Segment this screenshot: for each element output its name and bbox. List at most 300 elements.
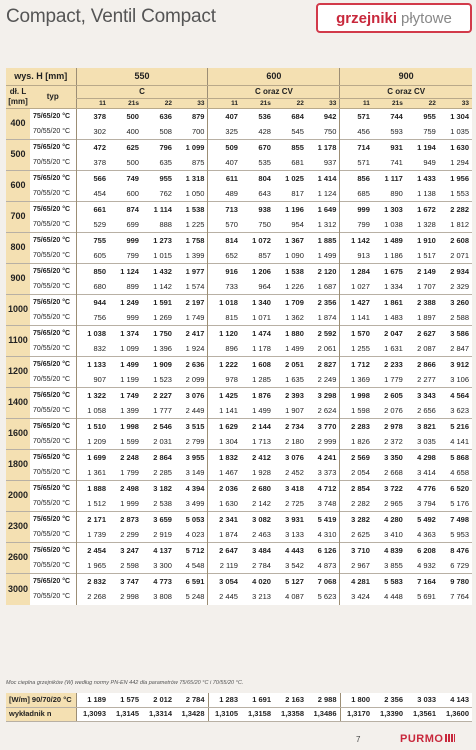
output-value: 1 361 (76, 465, 109, 481)
output-value: 2 854 (340, 481, 373, 497)
length-cell: 1000 (6, 295, 30, 326)
subtype-header: 22 (142, 98, 175, 109)
output-value: 3 054 (208, 574, 241, 590)
output-value: 1 294 (450, 157, 469, 167)
subtype-header: 33 (307, 98, 340, 109)
output-value: 4 773 (142, 574, 175, 590)
output-value: 3 076 (274, 450, 307, 466)
output-value: 1 414 (307, 171, 340, 187)
output-value: 1 965 (76, 558, 109, 574)
output-value: 1 489 (373, 233, 406, 249)
output-value: 6 520 (439, 481, 472, 497)
output-value: 3 343 (406, 388, 439, 404)
coefficient-value: 1,3358 (274, 707, 307, 721)
output-value: 2 998 (120, 592, 139, 601)
output-value: 1 367 (274, 233, 307, 249)
output-value: 428 (258, 126, 271, 136)
output-value: 1 517 (417, 250, 436, 260)
output-value: 4 839 (373, 543, 406, 559)
output-value: 3 106 (450, 374, 469, 384)
output-value: 2 624 (317, 405, 337, 415)
output-value: 1 209 (76, 434, 109, 450)
temperature-cell: 70/55/20 °C (33, 344, 71, 352)
output-value: 1 225 (185, 219, 205, 229)
length-cell: 1400 (6, 388, 30, 419)
table-row (6, 295, 472, 311)
output-value: 3 542 (285, 560, 304, 570)
subtype-header: 21s (241, 98, 274, 109)
coefficient-value: 3 033 (406, 693, 439, 707)
output-value: 3 515 (175, 419, 208, 435)
output-value: 3 076 (175, 388, 208, 404)
output-value: 5 868 (439, 450, 472, 466)
length-cell: 900 (6, 264, 30, 295)
coefficients-body (6, 693, 472, 721)
table-row (6, 171, 472, 187)
output-value: 1 699 (76, 450, 109, 466)
output-value: 7 498 (439, 512, 472, 528)
output-value: 5 248 (185, 592, 205, 601)
output-value: 2 847 (450, 343, 469, 353)
subtype-header: 22 (274, 98, 307, 109)
temperature-cell: 75/65/20 °C (30, 388, 76, 404)
header-height-600: 600 (208, 68, 340, 85)
output-value: 1 591 (142, 295, 175, 311)
output-value: 2 463 (252, 529, 271, 539)
output-value: 1 018 (208, 295, 241, 311)
output-value: 1 334 (384, 281, 403, 291)
output-value: 685 (340, 186, 373, 202)
table-row (6, 155, 472, 171)
temperature-cell: 75/65/20 °C (30, 109, 76, 125)
output-value: 4 394 (175, 481, 208, 497)
temperature-cell: 70/55/20 °C (33, 220, 71, 228)
temperature-cell: 70/55/20 °C (33, 437, 71, 445)
output-value: 635 (159, 157, 172, 167)
output-value: 741 (390, 157, 403, 167)
output-value: 2 171 (76, 512, 109, 528)
output-value: 1 304 (208, 434, 241, 450)
coefficient-value: 1 691 (241, 693, 274, 707)
temperature-cell: 70/55/20 °C (33, 313, 71, 321)
output-value: 3 373 (317, 467, 337, 477)
output-value: 2 588 (450, 312, 469, 322)
output-value: 804 (241, 171, 274, 187)
coefficients-table (6, 693, 472, 722)
output-value: 1 322 (76, 388, 109, 404)
output-value: 600 (126, 188, 139, 198)
header-length-label: dł. L [mm] (6, 85, 30, 109)
output-value: 3 499 (185, 498, 205, 508)
output-value: 799 (126, 250, 139, 260)
output-value: 1 832 (208, 450, 241, 466)
output-value: 714 (340, 140, 373, 156)
length-cell: 2000 (6, 481, 30, 512)
output-value: 3 748 (317, 498, 337, 508)
output-value: 3 722 (373, 481, 406, 497)
output-value: 1 396 (153, 343, 172, 353)
output-value: 661 (76, 202, 109, 218)
output-value: 2 356 (307, 295, 340, 311)
output-value: 2 047 (373, 326, 406, 342)
subtype-header: 33 (439, 98, 472, 109)
output-value: 2 538 (153, 498, 172, 508)
output-value: 856 (340, 171, 373, 187)
output-value: 2 197 (175, 295, 208, 311)
output-value: 1 598 (340, 403, 373, 419)
output-value: 1 141 (340, 310, 373, 326)
length-cell: 1100 (6, 326, 30, 357)
output-value: 1 304 (439, 109, 472, 125)
output-value: 2 051 (274, 357, 307, 373)
output-value: 1 328 (417, 219, 436, 229)
output-value: 1 303 (373, 202, 406, 218)
table-row (6, 357, 472, 373)
page-number: 7 (356, 735, 361, 744)
output-value: 545 (291, 126, 304, 136)
temperature-cell: 75/65/20 °C (30, 512, 76, 528)
output-value: 3 855 (384, 560, 403, 570)
output-value: 4 137 (142, 543, 175, 559)
output-value: 2 827 (307, 357, 340, 373)
temperature-cell: 75/65/20 °C (30, 140, 76, 156)
output-value: 3 808 (153, 592, 172, 601)
output-value: 1 777 (153, 405, 172, 415)
temperature-cell: 75/65/20 °C (30, 419, 76, 435)
header-type-group-2: C oraz CV (208, 85, 340, 98)
output-value: 2 144 (241, 419, 274, 435)
output-value: 699 (126, 219, 139, 229)
output-value: 3 955 (175, 450, 208, 466)
output-value: 1 910 (406, 233, 439, 249)
coefficient-value: 1,3314 (142, 707, 175, 721)
output-value: 1 499 (317, 250, 337, 260)
output-value: 1 138 (417, 188, 436, 198)
output-value: 1 015 (153, 250, 172, 260)
output-value: 325 (208, 124, 241, 140)
coefficient-value: 1,3390 (373, 707, 406, 721)
output-value: 2 119 (208, 558, 241, 574)
coefficient-row (6, 707, 472, 721)
coefficient-value: 1,3093 (76, 707, 109, 721)
output-value: 1 998 (340, 388, 373, 404)
output-value: 2 142 (252, 498, 271, 508)
output-value: 1 635 (285, 374, 304, 384)
temperature-cell: 75/65/20 °C (30, 543, 76, 559)
table-row (6, 264, 472, 280)
coefficient-value: 1,3145 (109, 707, 142, 721)
output-value: 1 538 (175, 202, 208, 218)
output-value: 999 (109, 233, 142, 249)
output-value: 907 (76, 372, 109, 388)
output-value: 3 931 (274, 512, 307, 528)
output-value: 4 548 (185, 560, 205, 570)
output-value: 611 (208, 171, 241, 187)
output-value: 566 (76, 171, 109, 187)
output-value: 1 885 (307, 233, 340, 249)
output-value: 5 691 (417, 592, 436, 601)
output-value: 1 025 (274, 171, 307, 187)
output-value: 6 126 (307, 543, 340, 559)
output-value: 857 (258, 250, 271, 260)
temperature-cell: 75/65/20 °C (30, 574, 76, 590)
output-value: 4 932 (417, 560, 436, 570)
temperature-cell: 75/65/20 °C (30, 233, 76, 249)
output-value: 1 038 (384, 219, 403, 229)
footnote: Moc cieplna grzejników (W) według normy PN-EN 442 dla parametrów 75/65/20 °C i 70/55/20 °C. (6, 680, 244, 686)
temperature-cell: 70/55/20 °C (33, 593, 71, 600)
output-value: 1 340 (241, 295, 274, 311)
output-value: 570 (208, 217, 241, 233)
output-value: 1 312 (317, 219, 337, 229)
output-value: 2 934 (439, 264, 472, 280)
length-cell: 700 (6, 202, 30, 233)
output-value: 500 (109, 109, 142, 125)
output-value: 2 454 (76, 543, 109, 559)
output-value: 1 124 (109, 264, 142, 280)
output-value: 1 750 (142, 326, 175, 342)
output-value: 896 (208, 341, 241, 357)
output-value: 796 (142, 140, 175, 156)
output-value: 4 087 (285, 592, 304, 601)
output-value: 944 (76, 295, 109, 311)
output-value: 1 909 (142, 357, 175, 373)
temperature-cell: 75/65/20 °C (30, 171, 76, 187)
output-value: 855 (274, 140, 307, 156)
output-value: 1 512 (76, 496, 109, 512)
output-value: 1 826 (340, 434, 373, 450)
table-row (6, 233, 472, 249)
output-value: 749 (109, 171, 142, 187)
output-value: 1 255 (340, 341, 373, 357)
output-value: 1 120 (208, 326, 241, 342)
length-cell: 1800 (6, 450, 30, 481)
output-value: 3 424 (340, 589, 373, 605)
output-value: 5 127 (274, 574, 307, 590)
output-value: 1 178 (252, 343, 271, 353)
table-row (6, 465, 472, 481)
output-value: 1 273 (142, 233, 175, 249)
output-value: 3 247 (109, 543, 142, 559)
output-value: 931 (373, 140, 406, 156)
output-value: 2 498 (109, 481, 142, 497)
output-value: 2 873 (109, 512, 142, 528)
subtype-header: 33 (175, 98, 208, 109)
output-value: 2 734 (274, 419, 307, 435)
output-value: 2 656 (417, 405, 436, 415)
output-value: 2 999 (317, 436, 337, 446)
output-value: 5 419 (307, 512, 340, 528)
output-value: 4 448 (384, 592, 403, 601)
length-cell: 400 (6, 109, 30, 140)
output-value: 1 739 (76, 527, 109, 543)
purmo-logo (400, 733, 455, 745)
output-value: 1 399 (185, 250, 205, 260)
subtype-header: 21s (109, 98, 142, 109)
output-value: 879 (175, 109, 208, 125)
output-value: 2 329 (450, 281, 469, 291)
output-value: 3 260 (439, 295, 472, 311)
output-value: 378 (76, 109, 109, 125)
output-value: 1 222 (208, 357, 241, 373)
coefficient-value: 1 575 (109, 693, 142, 707)
output-value: 1 799 (120, 467, 139, 477)
output-value: 2 967 (340, 558, 373, 574)
output-value: 2 864 (142, 450, 175, 466)
coefficient-value: 1,3600 (439, 707, 472, 721)
output-value: 6 208 (406, 543, 439, 559)
output-value: 3 133 (285, 529, 304, 539)
output-value: 1 956 (439, 171, 472, 187)
temperature-cell: 70/55/20 °C (33, 127, 71, 135)
output-value: 799 (340, 217, 373, 233)
output-value: 3 300 (153, 560, 172, 570)
output-value: 2 592 (307, 326, 340, 342)
output-value: 1 999 (120, 498, 139, 508)
output-value: 1 285 (252, 374, 271, 384)
output-value: 3 710 (340, 543, 373, 559)
output-value: 1 035 (450, 126, 469, 136)
output-value: 1 709 (274, 295, 307, 311)
temperature-cell: 70/55/20 °C (33, 158, 71, 166)
table-row (6, 109, 472, 125)
table-row (6, 512, 472, 528)
output-value: 4 443 (274, 543, 307, 559)
table-row (6, 217, 472, 233)
output-value: 1 099 (120, 343, 139, 353)
logo-bars-icon (445, 734, 455, 742)
table-row (6, 496, 472, 512)
output-value: 571 (340, 109, 373, 125)
output-value: 400 (126, 126, 139, 136)
output-value: 1 038 (76, 326, 109, 342)
output-value: 1 090 (285, 250, 304, 260)
length-cell: 500 (6, 140, 30, 171)
table-row (6, 140, 472, 156)
output-value: 1 206 (241, 264, 274, 280)
output-value: 1 649 (307, 202, 340, 218)
output-value: 508 (159, 126, 172, 136)
subtype-header: 11 (340, 98, 373, 109)
temperature-cell: 75/65/20 °C (30, 264, 76, 280)
coefficient-value: 1 800 (340, 693, 373, 707)
output-value: 3 623 (450, 405, 469, 415)
logo-text: PURMO (400, 733, 444, 745)
output-value: 888 (159, 219, 172, 229)
output-value: 1 284 (340, 264, 373, 280)
output-value: 2 546 (142, 419, 175, 435)
output-value: 2 061 (317, 343, 337, 353)
output-value: 2 388 (406, 295, 439, 311)
output-value: 999 (126, 312, 139, 322)
coefficient-label: [W/m] 90/70/20 °C (6, 693, 76, 707)
length-cell: 2600 (6, 543, 30, 574)
output-value: 890 (390, 188, 403, 198)
header-height-550: 550 (76, 68, 208, 85)
page-title: Compact, Ventil Compact (6, 6, 216, 27)
output-value: 1 523 (153, 374, 172, 384)
output-value: 955 (406, 109, 439, 125)
output-value: 4 241 (307, 450, 340, 466)
output-value: 1 924 (185, 343, 205, 353)
table-row (6, 372, 472, 388)
output-value: 954 (291, 219, 304, 229)
output-value: 938 (241, 202, 274, 218)
output-value: 1 117 (373, 171, 406, 187)
table-row (6, 341, 472, 357)
output-value: 3 794 (417, 498, 436, 508)
output-value: 817 (291, 188, 304, 198)
length-cell: 1600 (6, 419, 30, 450)
output-value: 4 020 (241, 574, 274, 590)
coefficient-value: 1,3561 (406, 707, 439, 721)
output-value: 652 (208, 248, 241, 264)
output-value: 1 124 (317, 188, 337, 198)
output-value: 733 (208, 279, 241, 295)
output-value: 4 873 (317, 560, 337, 570)
output-value: 407 (208, 109, 241, 125)
temperature-cell: 70/55/20 °C (33, 530, 71, 538)
output-value: 3 586 (439, 326, 472, 342)
temperature-cell: 70/55/20 °C (33, 375, 71, 383)
output-value: 472 (76, 140, 109, 156)
table-row (6, 186, 472, 202)
coefficient-value: 2 784 (175, 693, 208, 707)
temperature-cell: 70/55/20 °C (33, 468, 71, 476)
output-value: 1 570 (340, 326, 373, 342)
output-value: 913 (340, 248, 373, 264)
output-value: 1 758 (175, 233, 208, 249)
output-value: 1 374 (109, 326, 142, 342)
output-value: 454 (76, 186, 109, 202)
output-value: 899 (126, 281, 139, 291)
output-value: 955 (142, 171, 175, 187)
output-value: 1 672 (406, 202, 439, 218)
output-value: 3 659 (142, 512, 175, 528)
output-value: 6 591 (175, 574, 208, 590)
output-value: 3 182 (142, 481, 175, 497)
output-value: 750 (323, 126, 337, 136)
output-value: 3 082 (241, 512, 274, 528)
output-value: 2 919 (153, 529, 172, 539)
output-value: 378 (76, 155, 109, 171)
output-value: 1 499 (285, 343, 304, 353)
coefficient-value: 2 356 (373, 693, 406, 707)
output-value: 2 725 (285, 498, 304, 508)
table-row (6, 543, 472, 559)
table-row (6, 481, 472, 497)
output-value: 2 417 (175, 326, 208, 342)
temperature-cell: 75/65/20 °C (30, 326, 76, 342)
output-value: 1 072 (241, 233, 274, 249)
output-value: 2 393 (274, 388, 307, 404)
coefficient-value: 1,3158 (241, 707, 274, 721)
output-value: 2 087 (417, 343, 436, 353)
output-value: 1 874 (317, 312, 337, 322)
output-value: 2 277 (417, 374, 436, 384)
output-value: 2 076 (384, 405, 403, 415)
coefficient-value: 2 163 (274, 693, 307, 707)
header-type-group-3: C oraz CV (340, 85, 472, 98)
output-value: 1 630 (208, 496, 241, 512)
output-value: 2 054 (340, 465, 373, 481)
output-value: 1 269 (153, 312, 172, 322)
table-row (6, 388, 472, 404)
output-value: 1 483 (384, 312, 403, 322)
output-value: 2 180 (285, 436, 304, 446)
header-height-900: 900 (340, 68, 472, 85)
output-value: 605 (76, 248, 109, 264)
